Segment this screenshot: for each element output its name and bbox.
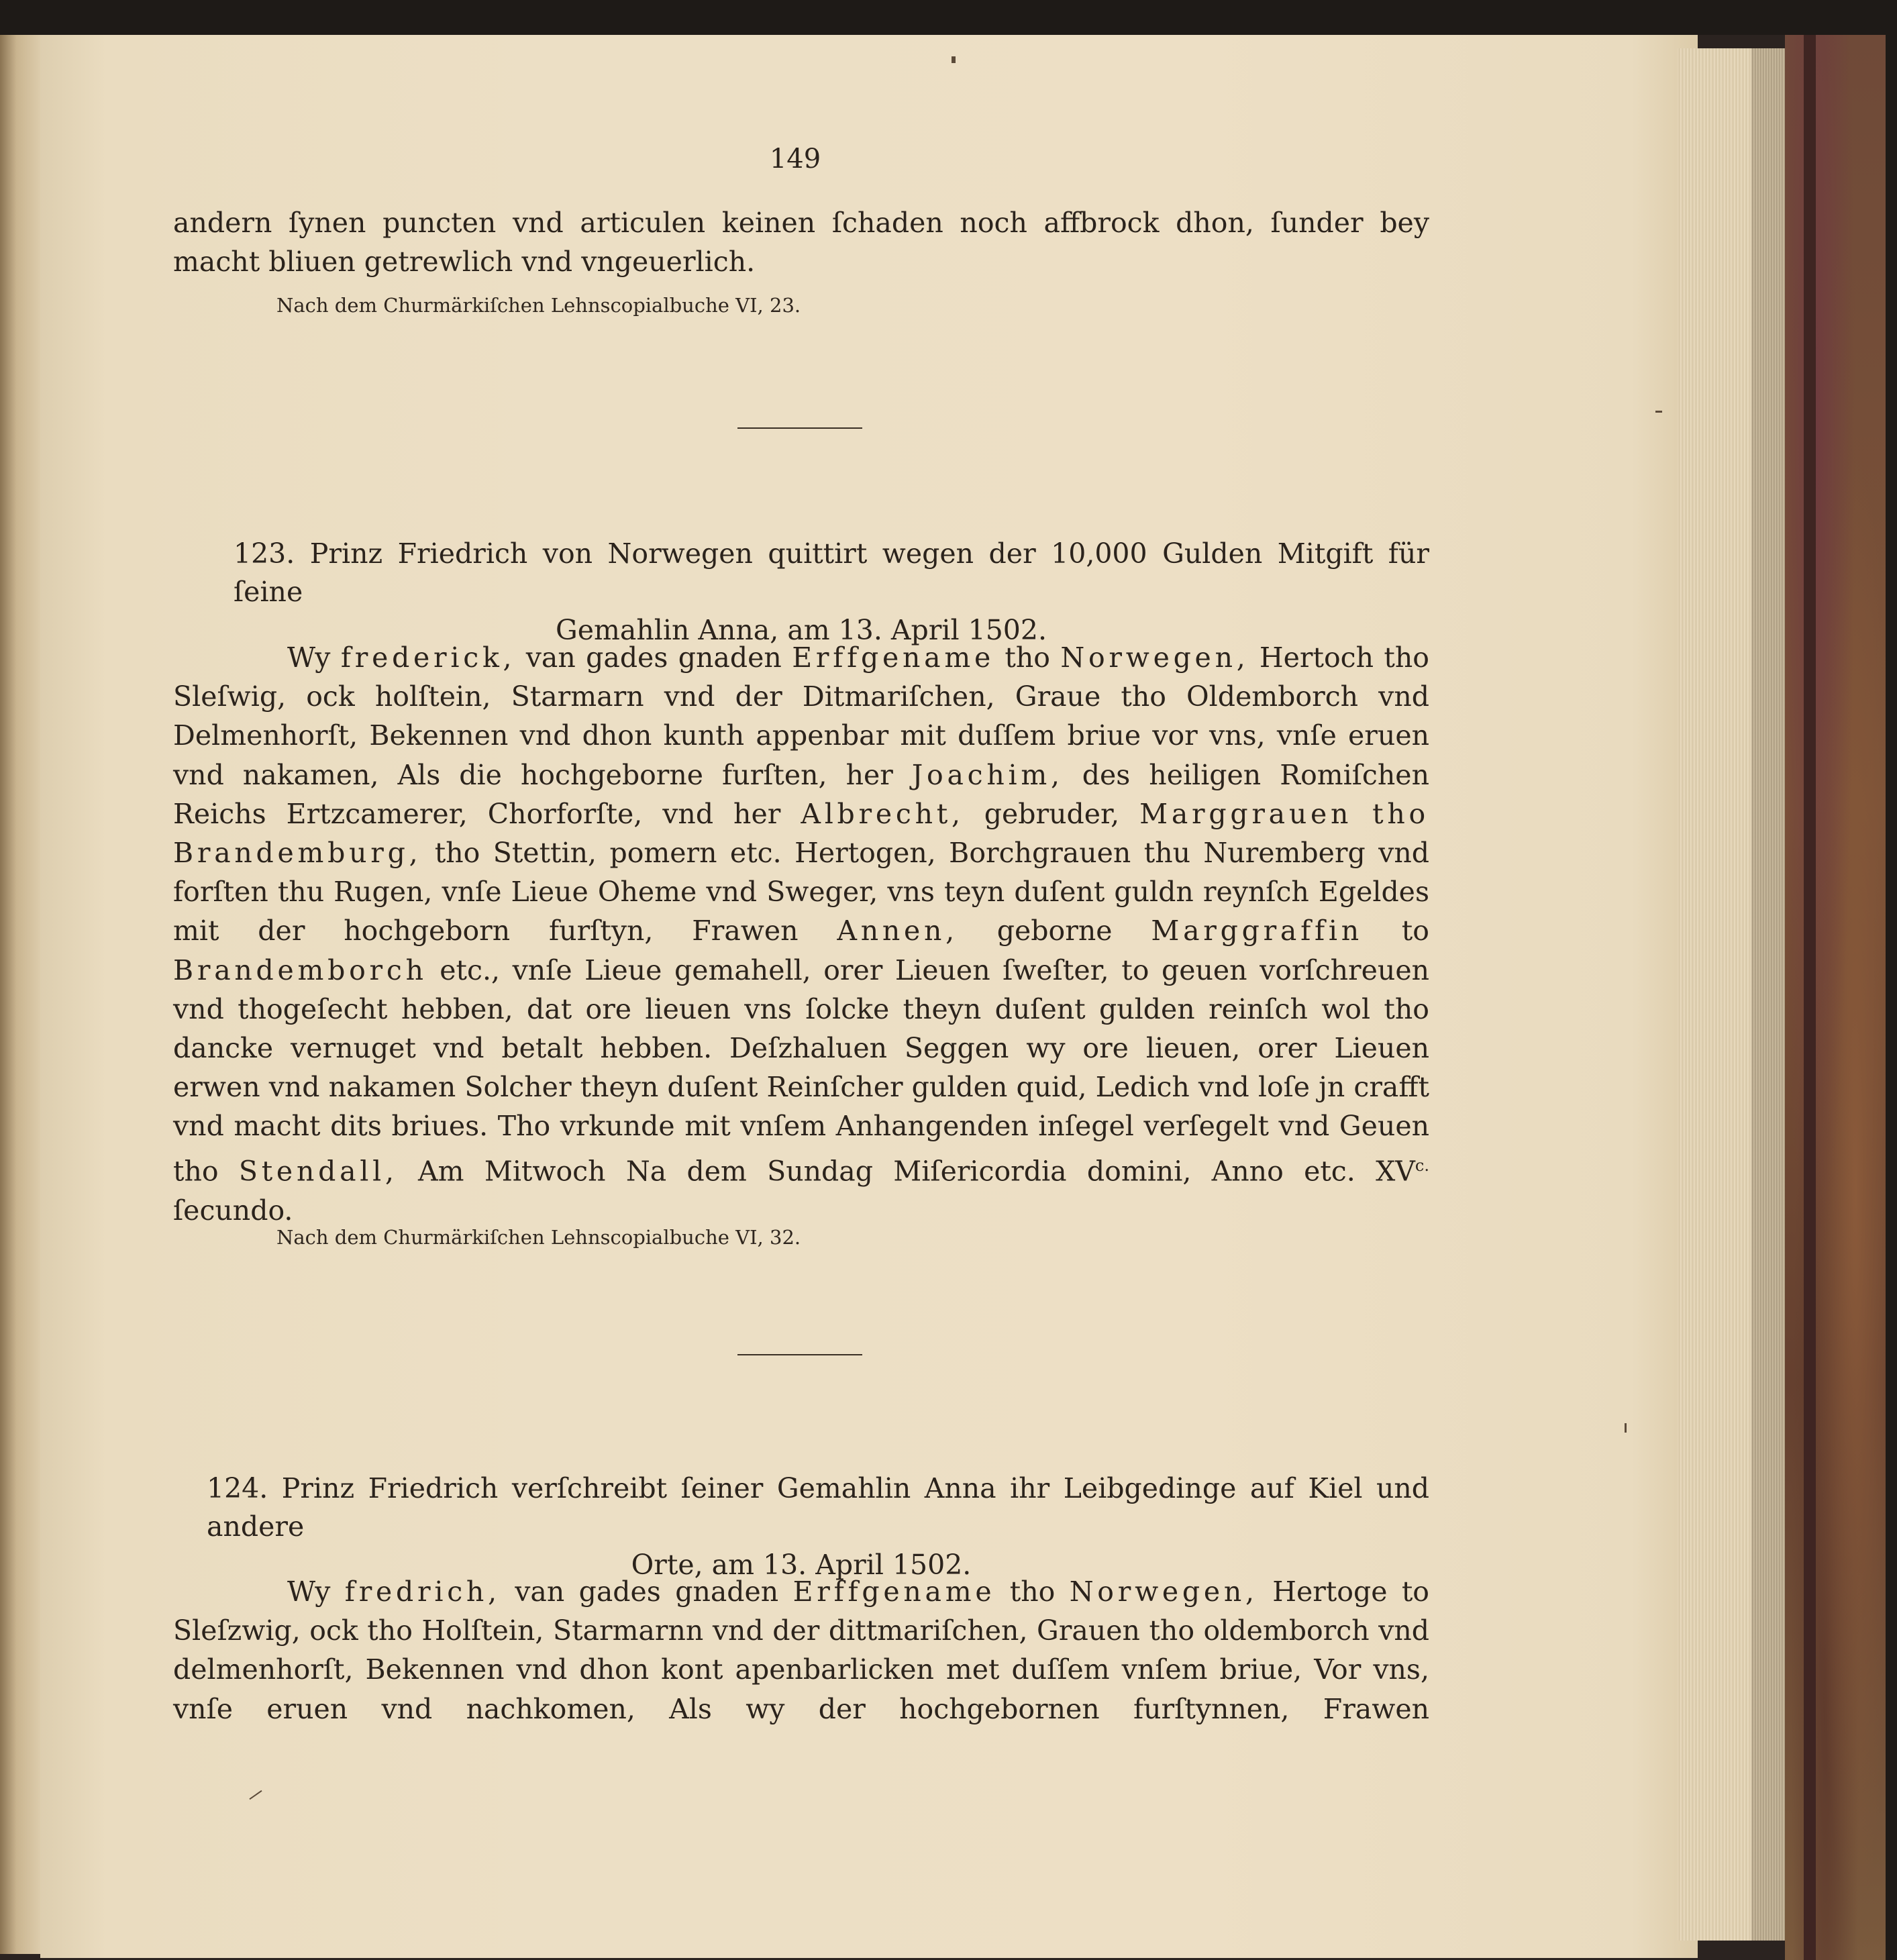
intro-block: [173, 203, 1429, 281]
superscript: c.: [1415, 1155, 1429, 1175]
text-run: gebruder,: [984, 797, 1120, 830]
doc-123-number: 123.: [234, 537, 295, 570]
paper-speck: [952, 56, 956, 63]
title-marggraffin: Marggraffin: [1151, 915, 1363, 947]
source-note-2: Nach dem Churmärkiſchen Lehnscopialbuche VI, 32.: [276, 1226, 801, 1249]
name-albrecht: Albrecht,: [801, 797, 964, 830]
text-run: van gades gnaden: [515, 1576, 779, 1608]
text-run: des heiligen Romiſchen Reichs Ertzcamerer, Chorforſte, vnd her: [173, 758, 1429, 830]
section-rule: [737, 427, 862, 429]
doc-124-title-line-2: Orte, am 13. April 1502.: [631, 1549, 972, 1581]
doc-123-title-line-1: [173, 535, 1429, 611]
doc-123-body: [173, 638, 1429, 1230]
text-run: Wy: [287, 1576, 331, 1608]
title-erffgename: Erffgename: [792, 641, 994, 674]
text-run: tho: [1005, 641, 1050, 674]
name-joachim: Joachim,: [911, 758, 1064, 791]
text-run: ſecundo.: [173, 1194, 293, 1227]
doc-124-body: [173, 1572, 1429, 1729]
doc-124-heading: [173, 1469, 1429, 1584]
text-run: geborne: [996, 915, 1113, 947]
paper-speck: [1625, 1423, 1627, 1433]
doc-124-title-line-1: [173, 1469, 1429, 1546]
page-number: 149: [769, 144, 821, 174]
marbled-cover: [1785, 35, 1886, 1960]
text-run: etc., vnſe Lieue gemahell, orer Lieuen ſweſter, to geuen vorſchreuen vnd thogeſecht hebben, dat ore lieuen vns ſolcke theyn duſent gulden reinſch wol tho dancke vernuget vnd betalt hebben. Deſzhaluen Seggen wy ore lieuen, orer Lieuen erwen vnd nakamen Solcher theyn duſent Reinſcher gulden quid, Ledich vnd loſe jn crafft vnd macht dits briues. Tho vrkunde mit vnſem Anhangenden inſegel verſegelt vnd Geuen tho: [173, 953, 1429, 1188]
intro-line-1: andern ſynen puncten vnd articulen keinen ſchaden noch affbrock dhon, ſunder bey: [173, 207, 1429, 239]
section-rule: [737, 1354, 862, 1355]
place-brandemborch: Brandemborch: [173, 953, 427, 986]
text-run: Am Mitwoch Na dem Sundag Miſericordia domini, Anno etc. XV: [418, 1155, 1415, 1188]
title-erffgename: Erffgename: [792, 1576, 996, 1608]
place-brandemburg: Brandemburg,: [173, 837, 422, 870]
doc-123-title-1: Prinz Friedrich von Norwegen quittirt wegen der 10,000 Gulden Mitgift für ſeine: [234, 537, 1429, 608]
title-marggrauen: Marggrauen: [1139, 797, 1353, 830]
intro-line-2: macht bliuen getrewlich vnd vngeuerlich.: [173, 246, 756, 278]
doc-123-paragraph: [173, 638, 1429, 1230]
text-run: Hertoge to Sleſzwig, ock tho Holſtein, Starmarnn vnd der dittmariſchen, Grauen tho oldemborch vnd delmenhorſt, Bekennen vnd dhon kont apenbarlicken met duſſem vnſem briue, Vor vns, vnſe eruen vnd nachkomen, Als wy der hochgebornen furſtynnen, Frawen: [173, 1576, 1429, 1725]
doc-123-heading: [173, 535, 1429, 650]
text-run: to: [1401, 915, 1429, 947]
page-edges: [1678, 48, 1751, 1941]
place-norwegen: Norwegen,: [1060, 641, 1249, 674]
place-stendall: Stendall,: [238, 1155, 398, 1188]
name-annen: Annen,: [837, 915, 958, 947]
doc-124-number: 124.: [207, 1472, 268, 1504]
place-norwegen: Norwegen,: [1069, 1576, 1258, 1608]
text-run: Hertoch tho Sleſwig, ock holſtein, Starmarn vnd der Ditmariſchen, Graue tho Oldemborch vnd Delmenhorſt, Bekennen vnd dhon kunth appenbar mit duſſem briue vor vns, vnſe eruen vnd nakamen, Als die hochgeborne furſten, her: [173, 641, 1429, 791]
text-run: van gades gnaden: [525, 641, 782, 674]
text-run: tho Stettin, pomern etc. Hertogen, Borchgrauen thu Nuremberg vnd forſten thu Rugen, vnſe Lieue Oheme vnd Sweger, vns teyn duſent guldn reynſch Egeldes mit der hochgeborn furſtyn, Frawen: [173, 837, 1429, 947]
doc-123-title-line-2: Gemahlin Anna, am 13. April 1502.: [555, 614, 1047, 646]
text-run: tho: [1009, 1576, 1056, 1608]
doc-124-paragraph: [173, 1572, 1429, 1729]
leather-spine-strip: [1804, 35, 1816, 1960]
doc-124-title-1: Prinz Friedrich verſchreibt ſeiner Gemahlin Anna ihr Leibgedinge auf Kiel und andere: [207, 1472, 1429, 1543]
source-note-1: Nach dem Churmärkiſchen Lehnscopialbuche VI, 23.: [276, 294, 801, 317]
name-frederick: frederick,: [340, 641, 516, 674]
paper-speck: [1655, 411, 1662, 413]
name-fredrich: fredrich,: [344, 1576, 501, 1608]
text-run: Wy: [287, 641, 331, 674]
text-run: tho: [1372, 797, 1429, 830]
